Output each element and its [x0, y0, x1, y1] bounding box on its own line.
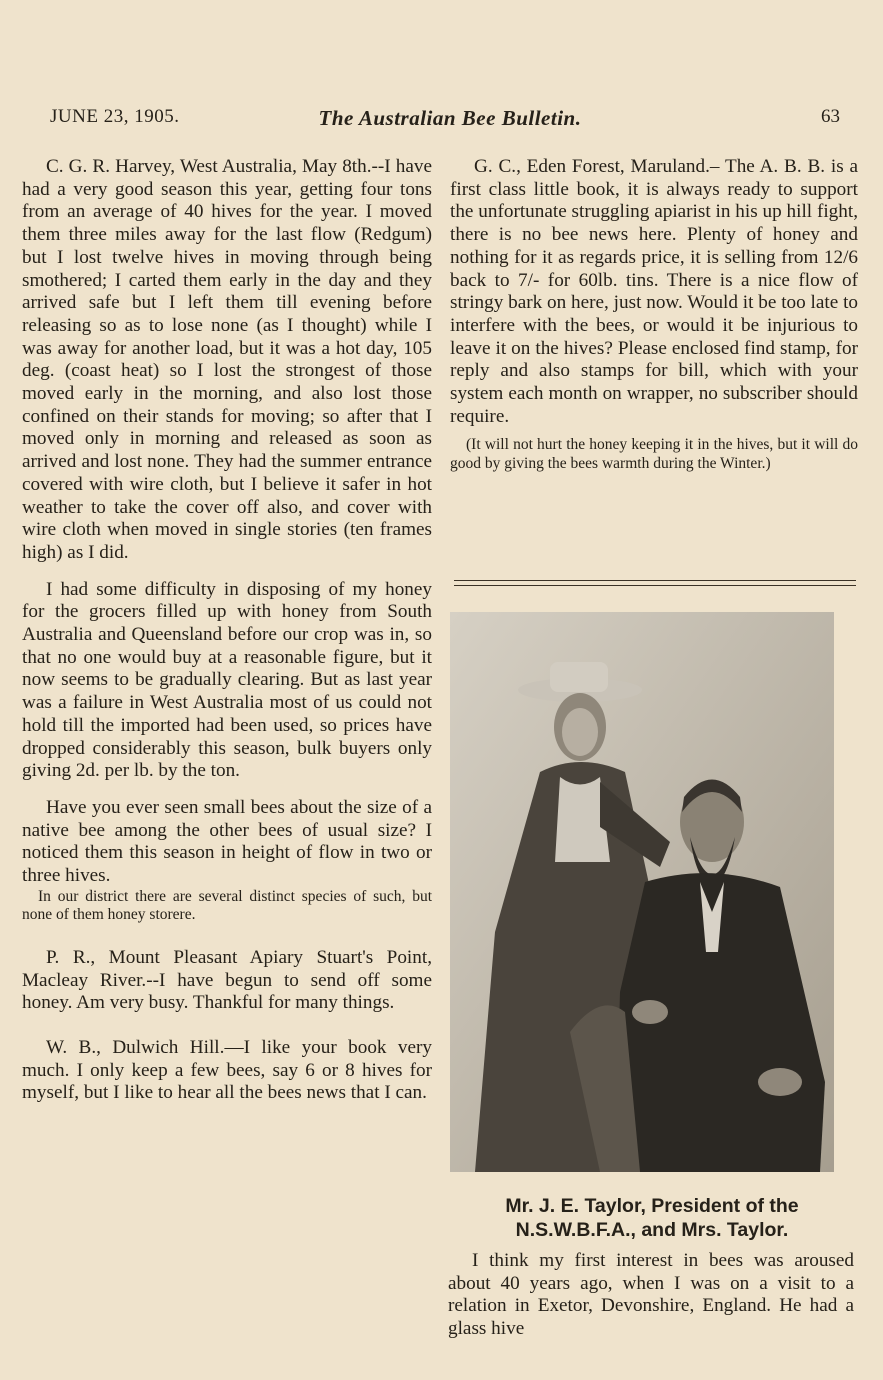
- letter-eden-forest: G. C., Eden Forest, Maruland.– The A. B. B. is a first class little book, it is always ready to support the unfortunate struggling apiarist in his up hill fight, there is no bee news here. Plenty of honey and nothing for it as regards price, it is selling from 12/6 back to 7/- for 60lb. tins. There is a nice flow of stringy bark on here, just now. Would it be too late to interfere with the bees, or would it be injurious to leave it on the hives? Please enclosed find stamp, for reply and also stamps for bill, which with your system each month on wrapper, no subscriber should require.: [450, 156, 858, 427]
- letter-dulwich-hill: W. B., Dulwich Hill.—I like your book very much. I only keep a few bees, say 6 or 8 hives for myself, but I like to hear all the bees news that I can.: [22, 1036, 432, 1104]
- portrait-illustration: [450, 612, 834, 1172]
- issue-date: JUNE 23, 1905.: [50, 106, 180, 127]
- publication-title: The Australian Bee Bulletin.: [318, 106, 582, 130]
- page-number: 63: [821, 106, 840, 127]
- letter-harvey: C. G. R. Harvey, West Australia, May 8th.--I have had a very good season this year, getting four tons from an average of 40 hives for the year. I moved them three miles away for the last flow (Redgum) but I lost twelve hives in moving through being smothered; I carted them early in the day and they arrived safe but I left them till evening before releasing so as to lose none (as I thought) while I was away for another load, but it was a hot day, 105 deg. (coast heat) so I lost the strongest of those moved early in the morning, and also lost those confined on their stands for moving; so after that I moved only in morning and released as soon as arrived and lost none. They had the summer entrance covered with wire cloth, but I believe it safer in hot weather to take the cover off also, and cover with wire cloth when moved in single stories (ten frames high) as I did.: [22, 156, 432, 563]
- divider-rule-top: [454, 580, 856, 581]
- divider-rule-bottom: [454, 585, 856, 586]
- portrait-photograph: [450, 612, 834, 1172]
- letter-harvey-continued: I had some difficulty in disposing of my honey for the grocers filled up with honey from South Australia and Queensland before our crop was in, so that no one would buy at a reasonable figure, but it now seems to be gradually clearing. But as last year was a failure in West Australia most of us could not hold till the imported had been used, so prices have dropped considerably this season, bulk buyers only giving 2d. per lb. by the ton.: [22, 578, 432, 782]
- caption-line-2: N.S.W.B.F.A., and Mrs. Taylor.: [515, 1219, 789, 1241]
- photo-caption: [446, 1194, 858, 1242]
- editor-reply-small-bees: In our district there are several distinct species of such, but none of them honey storere.: [22, 887, 432, 924]
- letter-mount-pleasant: P. R., Mount Pleasant Apiary Stuart's Point, Macleay River.--I have begun to send off some honey. Am very busy. Thankful for many things.: [22, 946, 432, 1014]
- editor-reply-honey-keeping: (It will not hurt the honey keeping it in the hives, but it will do good by giving the bees warmth during the Winter.): [450, 436, 858, 472]
- page-header: [50, 106, 840, 134]
- right-column: [450, 156, 858, 473]
- left-column: [22, 156, 432, 1105]
- taylor-article-start: [448, 1250, 854, 1341]
- letter-harvey-question: Have you ever seen small bees about the size of a native bee among the other bees of usual size? I noticed them this season in height of flow in two or three hives.: [22, 796, 432, 887]
- taylor-paragraph: I think my first interest in bees was aroused about 40 years ago, when I was on a visit to a relation in Exetor, Devonshire, England. He had a glass hive: [448, 1250, 854, 1340]
- caption-line-1: Mr. J. E. Taylor, President of the: [505, 1195, 799, 1217]
